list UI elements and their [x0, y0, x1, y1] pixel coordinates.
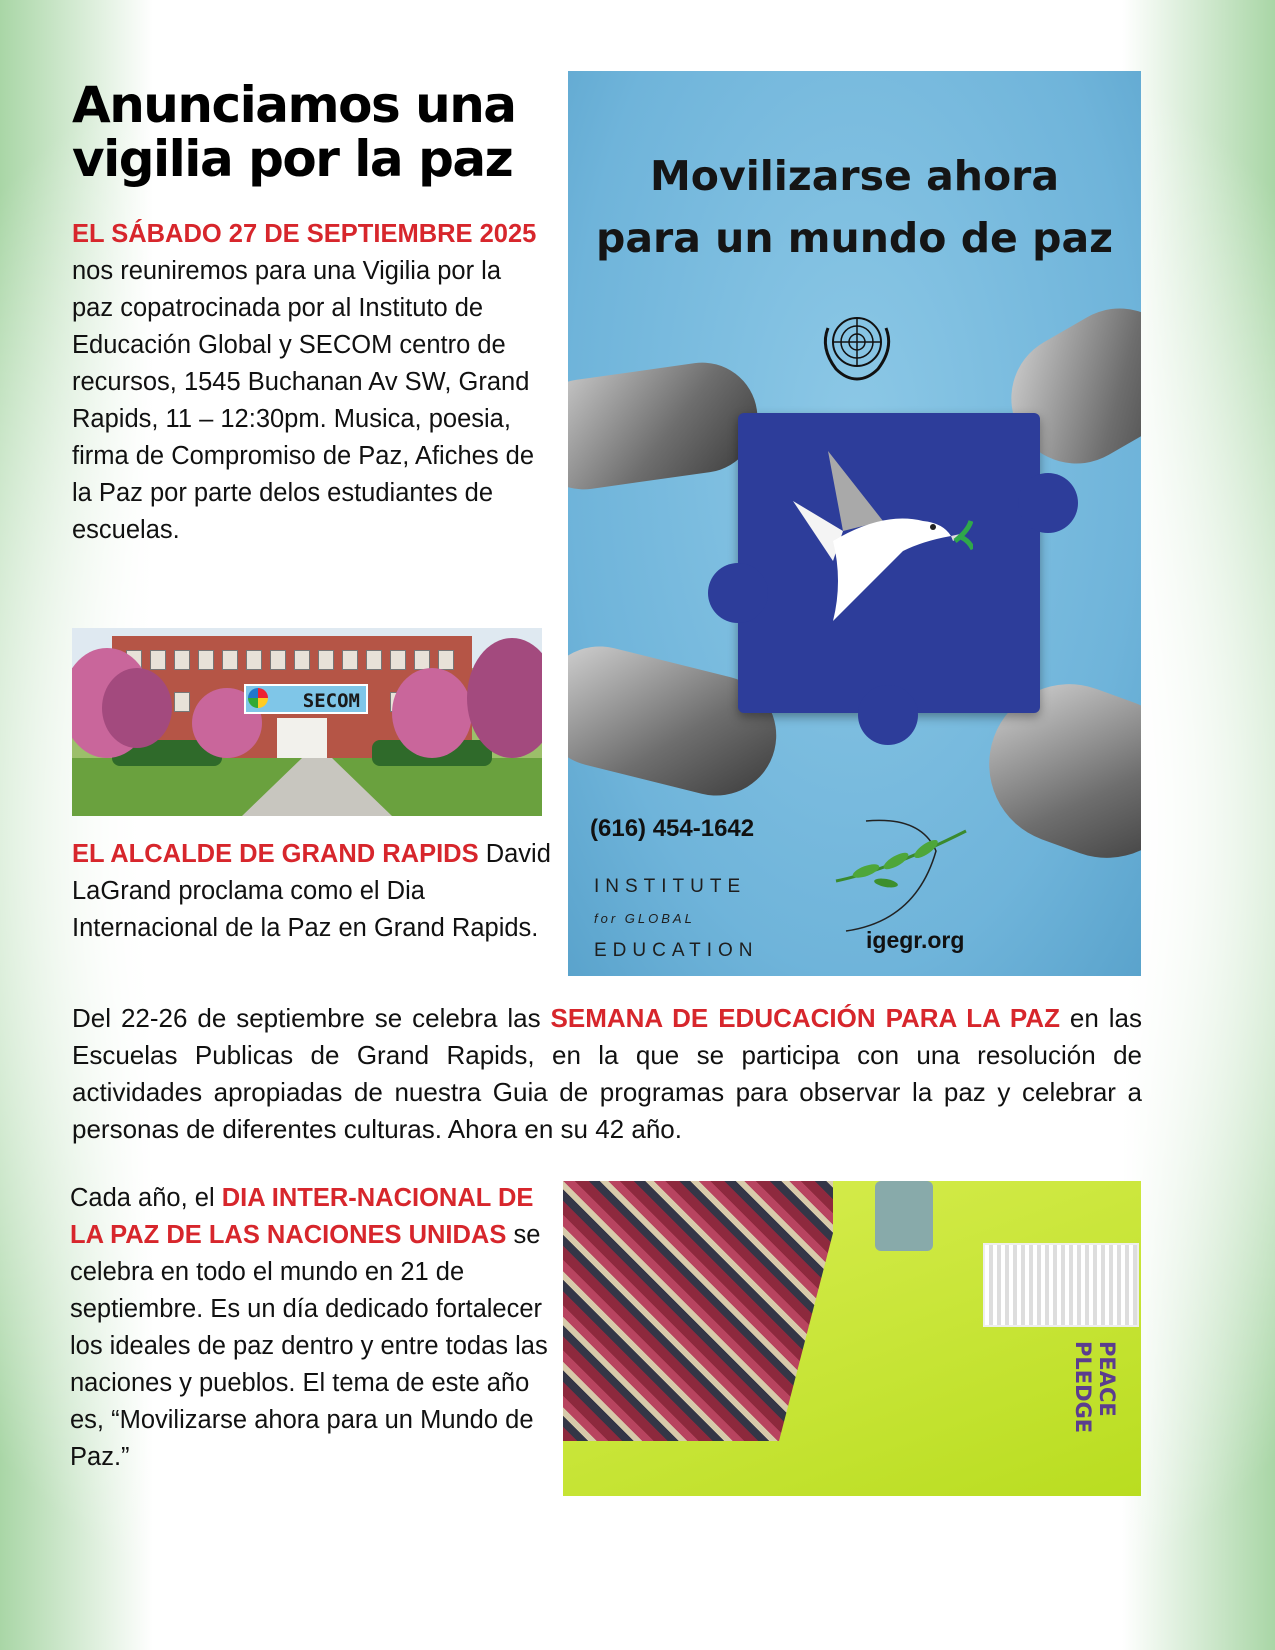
page-title: Anunciamos una vigilia por la paz — [72, 76, 516, 188]
peace-pledge-label: PEACE PLEDGE — [1071, 1341, 1119, 1434]
poster-title-line2: para un mundo de paz — [595, 214, 1114, 262]
institute-line2: for GLOBAL — [594, 911, 695, 926]
peace-week-paragraph — [72, 1000, 1142, 1148]
week-highlight: SEMANA DE EDUCACIÓN PARA LA PAZ — [550, 1003, 1060, 1033]
intro-paragraph — [72, 216, 542, 549]
unday-highlight: DIA INTER-NACIONAL DE LA PAZ DE LAS NACIONES UNIDAS — [70, 1184, 534, 1249]
unday-text-after: se celebra en todo el mundo en 21 de septiembre. Es un día dedicado fortalecer los ideales de paz dentro y entre todas las naciones y pueblos. El tema de este año es, “Movilizarse ahora para un Mundo de Paz.” — [70, 1221, 548, 1471]
secom-building-photo — [72, 628, 542, 816]
mayor-lead: EL ALCALDE DE GRAND RAPIDS — [72, 840, 479, 868]
peace-poster — [568, 71, 1141, 976]
event-date: EL SÁBADO 27 DE SEPTIEMBRE 2025 — [72, 220, 537, 248]
un-emblem-icon — [816, 303, 898, 385]
website-link[interactable]: igegr.org — [866, 927, 965, 953]
poster-title-line1: Movilizarse ahora — [650, 152, 1059, 200]
mayor-text: David LaGrand proclama como el Dia Internacional de la Paz en Grand Rapids. — [72, 840, 551, 942]
secom-sign: SECOM — [244, 684, 368, 714]
unday-text-before: Cada año, el — [70, 1184, 222, 1212]
peace-pledge-photo — [563, 1181, 1141, 1496]
mayor-paragraph — [72, 836, 552, 947]
institute-line3: EDUCATION — [594, 940, 759, 961]
poster-title — [568, 145, 1141, 269]
week-text-after: en las Escuelas Publicas de Grand Rapids, en la que se participa con una resolución de actividades apropiadas de nuestra Guia de programas para observar la paz y celebrar a personas de diferentes culturas. Ahora en su 42 año. — [72, 1003, 1142, 1144]
olive-branch-icon — [826, 811, 976, 941]
contact-phone: (616) 454-1642 — [590, 815, 755, 842]
institute-logo-text — [594, 871, 758, 967]
dove-icon — [773, 441, 973, 641]
institute-line1: INSTITUTE — [594, 876, 747, 897]
secom-logo-icon — [248, 688, 268, 708]
week-text-before: Del 22-26 de septiembre se celebra las — [72, 1003, 551, 1033]
intro-text: nos reuniremos para una Vigilia por la paz copatrocinada por al Instituto de Educación Global y SECOM centro de recursos, 1545 Buchanan Av SW, Grand Rapids, 11 – 12:30pm. Musica, poesia, firma de Compromiso de Paz, Afiches de la Paz por parte delos estudiantes de escuelas. — [72, 257, 535, 544]
un-peace-day-paragraph — [70, 1180, 565, 1476]
